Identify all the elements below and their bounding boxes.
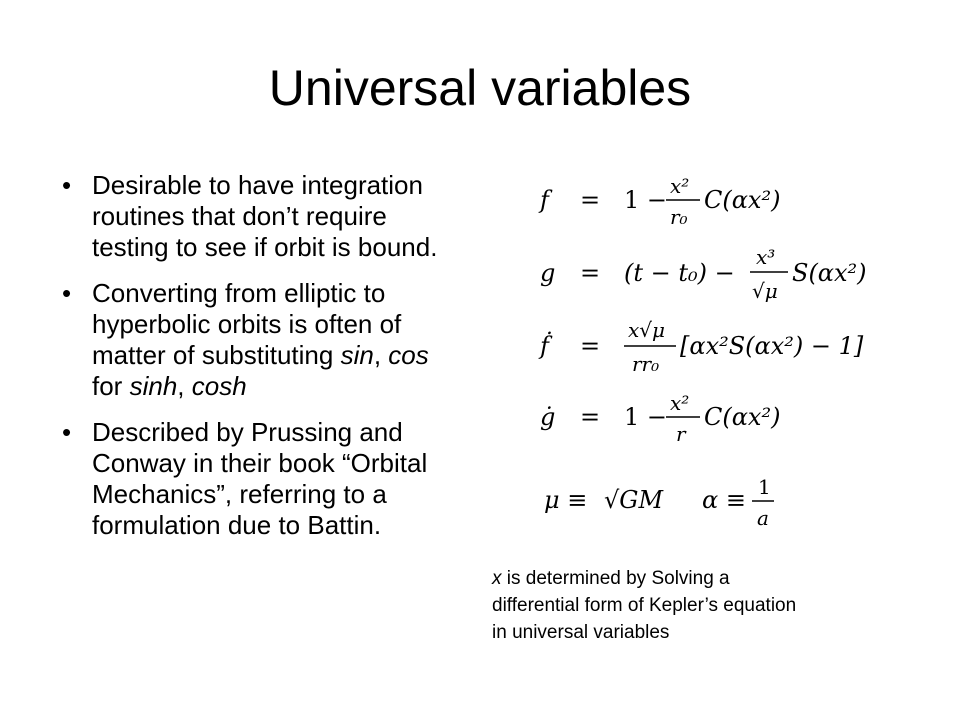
eq-g-lhs: g — [540, 259, 556, 287]
eq-g-num: x³ — [756, 245, 776, 269]
footnote-line-1 — [492, 565, 912, 592]
equation-block — [520, 160, 920, 540]
eq-g-den: √μ — [752, 279, 778, 303]
equation-g — [540, 245, 867, 303]
eq-alpha-num: 1 — [758, 475, 771, 499]
eq-fdot-den: rr₀ — [632, 352, 660, 376]
eq-gdot-lhs: ġ — [540, 403, 556, 431]
eq-gdot-num: x² — [670, 391, 690, 415]
eq-g-rel: = — [580, 259, 601, 287]
equation-definitions — [544, 475, 774, 530]
eq-mu-lhs: μ ≡ — [544, 486, 588, 514]
equation-gdot — [540, 391, 780, 446]
bullet-text-segment: Desirable to have integration routines that don’t require testing to see if orbit is bound. — [92, 170, 438, 262]
footnote-variable: x — [492, 568, 502, 589]
bullet-list — [62, 170, 462, 556]
footnote — [492, 565, 912, 646]
eq-alpha-den: a — [757, 506, 769, 530]
eq-g-lead: (t − t₀) − — [624, 259, 735, 287]
bullet-text-segment: cos — [388, 340, 429, 370]
eq-gdot-tail: C(αx²) — [704, 403, 781, 431]
bullet-text-segment: Described by Prussing and Conway in their book “Orbital Mechanics”, referring to a formulation due to Battin. — [92, 417, 428, 540]
eq-fdot-tail: [αx²S(αx²) − 1] — [680, 332, 864, 360]
eq-f-lead: 1 − — [624, 186, 668, 214]
eq-f-tail: C(αx²) — [704, 186, 781, 214]
eq-f-rel: = — [580, 186, 601, 214]
bullet-text-segment: cosh — [191, 371, 247, 401]
eq-gdot-rel: = — [580, 403, 601, 431]
eq-fdot-rel: = — [580, 332, 601, 360]
eq-f-den: r₀ — [670, 205, 688, 229]
eq-g-tail: S(αx²) — [792, 259, 867, 287]
eq-fdot-lhs: ḟ — [540, 332, 549, 360]
slide-title: Universal variables — [268, 60, 692, 116]
bullet-text-segment: for — [92, 371, 130, 401]
equation-figure — [520, 160, 920, 540]
eq-f-lhs: f — [540, 186, 549, 214]
eq-gdot-lead: 1 − — [624, 403, 668, 431]
bullet-item — [62, 417, 462, 541]
footnote-line-3: in universal variables — [492, 622, 670, 643]
eq-f-num: x² — [670, 174, 690, 198]
eq-fdot-num: x√μ — [628, 318, 666, 342]
equation-fdot — [538, 318, 864, 376]
footnote-line-2: differential form of Kepler’s equation — [492, 595, 797, 616]
bullet-text-segment: , — [177, 371, 192, 401]
bullet-text-segment: Converting from elliptic to hyperbolic orbits is often of matter of substituting — [92, 278, 402, 370]
bullet-text-segment: sin — [340, 340, 374, 370]
footnote-line-1-text: is determined by Solving a — [501, 568, 730, 589]
eq-gdot-den: r — [676, 422, 686, 446]
eq-mu-rhs: √GM — [604, 486, 664, 514]
equation-f — [538, 174, 780, 229]
bullet-text-segment: sinh — [129, 371, 178, 401]
bullet-item — [62, 278, 462, 402]
bullet-text-segment: , — [373, 340, 389, 370]
bullet-item — [62, 170, 462, 263]
eq-alpha-lhs: α ≡ — [702, 486, 746, 514]
